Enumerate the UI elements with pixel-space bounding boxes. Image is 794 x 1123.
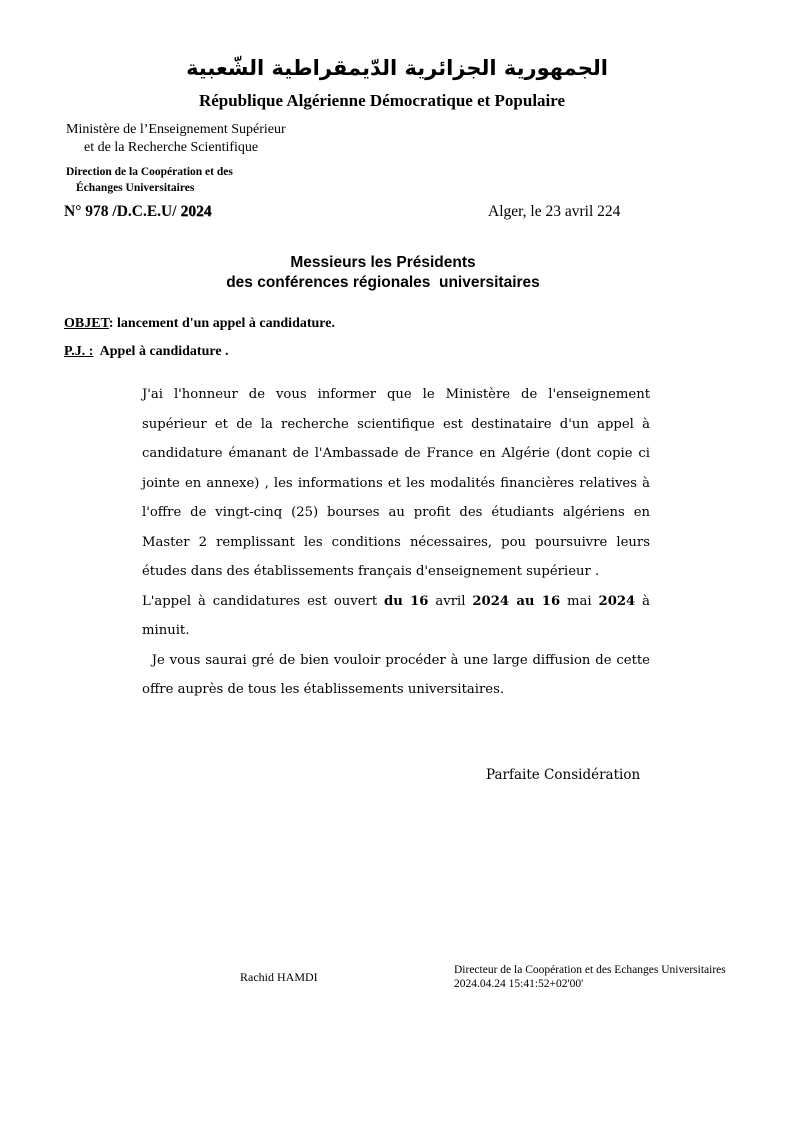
recipient-block bbox=[0, 253, 766, 293]
republic-title: République Algérienne Démocratique et Populaire bbox=[198, 91, 566, 110]
p2-start-year-end-day: 2024 au 16 bbox=[472, 593, 561, 609]
recipient-line-2: des conférences régionales universitaires bbox=[226, 274, 540, 291]
subject-label: OBJET bbox=[64, 316, 109, 331]
direction-name bbox=[66, 164, 233, 196]
p2-text-end: à minuit. bbox=[142, 593, 651, 638]
body-paragraph-1: J'ai l'honneur de vous informer que le Ministère de l'enseignement supérieur et de la recherche scientifique est destinataire d'un appel à candidature émanant de l'Ambassade de France en Algérie (dont copie ci jointe en annexe) , les informations et les modalités financières relatives à l'offre de vingt-cinq (25) bourses au profit des étudiants algériens en Master 2 remplissant les conditions nécessaires, pou poursuivre leurs études dans des établissements français d'enseignement supérieur . bbox=[142, 387, 650, 579]
attachment-line bbox=[64, 344, 229, 360]
direction-line-1: Direction de la Coopération et des bbox=[66, 166, 233, 178]
p2-start-month: avril bbox=[428, 593, 473, 609]
closing-formula: Parfaite Considération bbox=[486, 767, 641, 783]
signer-title: Directeur de la Coopération et des Echanges Universitaires bbox=[454, 964, 726, 976]
letter-date: Alger, le 23 avril 224 bbox=[488, 203, 621, 220]
letter-body bbox=[142, 380, 655, 705]
reference-number bbox=[64, 203, 211, 221]
signer-name: Rachid HAMDI bbox=[240, 970, 318, 984]
attachment-text: Appel à candidature . bbox=[93, 344, 229, 359]
subject-line bbox=[64, 316, 335, 332]
arabic-republic-title: الجمهورية الجزائرية الدّيمقراطية الشّعبية bbox=[186, 56, 608, 80]
subject-text: : lancement d'un appel à candidature. bbox=[108, 316, 335, 331]
body-paragraph-3: Je vous saurai gré de bien vouloir procéder à une large diffusion de cette offre auprès de tous les établissements universitaires. bbox=[142, 652, 655, 697]
p2-end-month: mai bbox=[560, 593, 599, 609]
reference-code: N° 978 /D.C.E.U/ bbox=[64, 203, 181, 220]
ministry-line-1: Ministère de l’Enseignement Supérieur bbox=[66, 122, 286, 137]
ministry-line-2: et de la Recherche Scientifique bbox=[84, 140, 259, 155]
digital-signature-block bbox=[454, 963, 726, 991]
recipient-line-1: Messieurs les Présidents bbox=[290, 254, 476, 271]
reference-year: 2024 bbox=[180, 203, 212, 220]
ministry-name bbox=[66, 121, 286, 157]
p2-end-year: 2024 bbox=[598, 593, 636, 609]
p2-start-day: du 16 bbox=[384, 593, 429, 609]
p2-text-a: L'appel à candidatures est ouvert bbox=[142, 593, 385, 609]
signature-timestamp: 2024.04.24 15:41:52+02'00' bbox=[454, 978, 584, 990]
direction-line-2: Échanges Universitaires bbox=[76, 182, 195, 194]
attachment-label: P.J. : bbox=[64, 344, 94, 359]
body-paragraph-2 bbox=[142, 587, 650, 646]
